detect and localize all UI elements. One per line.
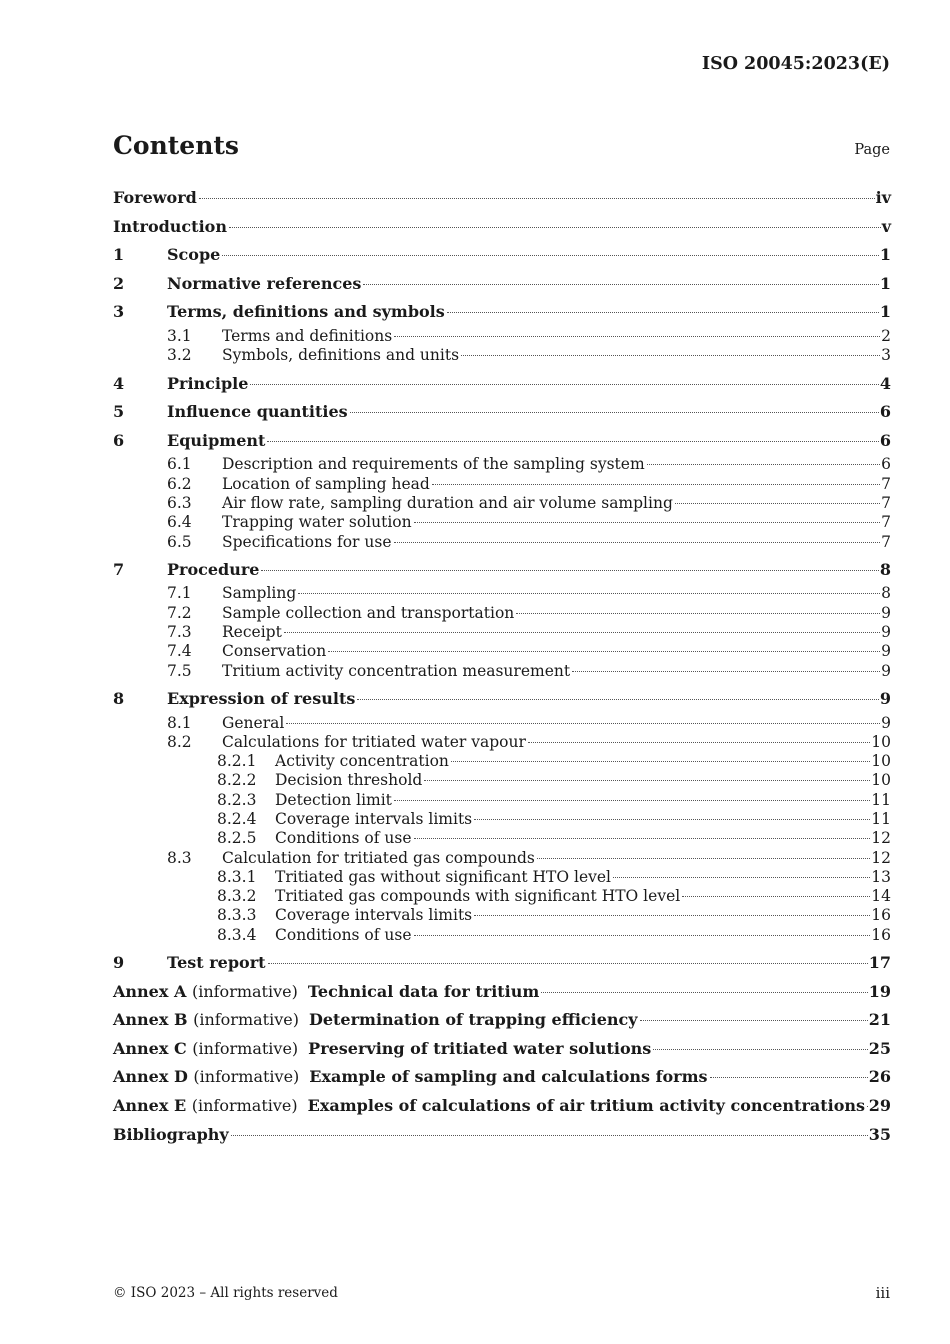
- toc-entry-title: Conditions of use: [275, 829, 412, 848]
- dot-leader: [267, 441, 878, 442]
- toc-entry-title: Introduction: [113, 216, 227, 236]
- toc-entry-number: 1: [113, 245, 125, 265]
- toc-entry-page: 8: [881, 584, 891, 603]
- dot-leader: [572, 671, 880, 672]
- toc-entry-number: 8: [113, 688, 125, 708]
- toc-entry[interactable]: [113, 714, 891, 733]
- toc-entry-number: 8.2.2: [217, 771, 257, 790]
- dot-leader: [613, 877, 870, 878]
- toc-entry[interactable]: [113, 978, 891, 1007]
- dot-leader: [350, 412, 879, 413]
- toc-entry-page: 25: [868, 1038, 891, 1058]
- toc-group: [113, 398, 891, 427]
- dot-leader: [394, 800, 870, 801]
- dot-leader: [394, 336, 880, 337]
- toc-entry-page: 11: [871, 790, 891, 809]
- toc-annex-type: (informative): [193, 1067, 300, 1087]
- toc-entry-title: Coverage intervals limits: [275, 809, 473, 828]
- dot-leader: [640, 1020, 868, 1021]
- toc-entry-title: Trapping water solution: [222, 513, 412, 532]
- toc-entry-number: 8.1: [167, 713, 192, 732]
- toc-entry-page: 8: [879, 559, 891, 579]
- toc-entry-title: Coverage intervals limits: [275, 906, 473, 925]
- dot-leader: [528, 742, 870, 743]
- contents-header: [113, 131, 890, 171]
- toc-entry-page: 12: [871, 848, 891, 867]
- toc-entry[interactable]: [113, 926, 891, 945]
- toc-group: [113, 213, 891, 242]
- toc-entry-page: iv: [875, 188, 891, 207]
- dot-leader: [357, 699, 879, 700]
- toc-entry[interactable]: [113, 1006, 891, 1035]
- toc-entry-title: Terms, definitions and symbols: [167, 302, 445, 322]
- toc-entry[interactable]: [113, 949, 891, 978]
- toc-entry[interactable]: [113, 849, 891, 868]
- dot-leader: [537, 858, 870, 859]
- toc-entry-title: Receipt: [222, 623, 282, 642]
- toc-entry-title: Location of sampling head: [222, 474, 430, 493]
- toc-entry-page: 9: [881, 713, 891, 732]
- toc-entry-page: 14: [871, 887, 891, 906]
- toc-entry-number: 6.4: [167, 513, 192, 532]
- dot-leader: [675, 503, 880, 504]
- toc-entry-number: 4: [113, 373, 125, 393]
- dot-leader: [653, 1049, 867, 1050]
- toc-entry-title: Influence quantities: [167, 402, 348, 422]
- toc-entry[interactable]: [113, 556, 891, 585]
- table-of-contents: [113, 184, 891, 1149]
- dot-leader: [363, 284, 878, 285]
- toc-entry-title: Air flow rate, sampling duration and air volume sampling: [222, 493, 673, 512]
- toc-entry-page: 9: [879, 688, 891, 708]
- toc-entry-title: Sample collection and transportation: [222, 603, 515, 622]
- toc-entry[interactable]: [113, 685, 891, 714]
- toc-entry-page: 2: [881, 326, 891, 345]
- dot-leader: [286, 723, 880, 724]
- toc-entry[interactable]: [113, 791, 891, 810]
- dot-leader: [461, 355, 880, 356]
- toc-entry[interactable]: [113, 1063, 891, 1092]
- toc-entry-page: 10: [871, 771, 891, 790]
- dot-leader: [474, 915, 870, 916]
- page-number: iii: [875, 1284, 890, 1302]
- toc-entry[interactable]: [113, 455, 891, 474]
- toc-entry-page: 7: [881, 493, 891, 512]
- toc-entry-number: 7.3: [167, 623, 192, 642]
- toc-entry[interactable]: [113, 733, 891, 752]
- toc-entry[interactable]: [113, 346, 891, 365]
- dot-leader: [451, 761, 870, 762]
- dot-leader: [474, 819, 870, 820]
- toc-entry-title: Bibliography: [113, 1124, 229, 1144]
- toc-entry-number: 8.2.5: [217, 829, 257, 848]
- toc-entry-page: 3: [881, 346, 891, 365]
- dot-leader: [447, 312, 879, 313]
- toc-entry-page: 4: [879, 373, 891, 393]
- toc-annex-label: Annex D: [113, 1067, 188, 1087]
- toc-entry-title: Terms and definitions: [222, 326, 393, 345]
- toc-entry[interactable]: [113, 829, 891, 848]
- toc-entry-title: Conservation: [222, 642, 327, 661]
- dot-leader: [261, 570, 878, 571]
- toc-entry-number: 6.2: [167, 474, 192, 493]
- dot-leader: [284, 632, 880, 633]
- toc-group: [113, 370, 891, 399]
- toc-entry-title: Specifications for use: [222, 532, 392, 551]
- toc-annex-label: Annex E: [113, 1096, 187, 1116]
- toc-entry-title: Scope: [167, 245, 221, 265]
- toc-entry-number: 8.2.3: [217, 790, 257, 809]
- dot-leader: [424, 780, 870, 781]
- toc-entry-title: General: [222, 713, 285, 732]
- toc-entry[interactable]: [113, 623, 891, 642]
- toc-entry-title: Sampling: [222, 584, 297, 603]
- toc-annex-heading: [113, 1035, 651, 1064]
- toc-group: [113, 1006, 891, 1035]
- toc-entry-number: 7.1: [167, 584, 192, 603]
- toc-annex-heading: [113, 1092, 865, 1121]
- dot-leader: [541, 992, 867, 993]
- toc-annex-label: Annex A: [113, 981, 187, 1001]
- toc-entry-number: 3.1: [167, 326, 192, 345]
- toc-group: [113, 1092, 891, 1121]
- toc-entry-title: Detection limit: [275, 790, 392, 809]
- toc-entry-number: 7: [113, 559, 125, 579]
- page-title: Contents: [113, 131, 240, 160]
- toc-entry-title: Calculation for tritiated gas compounds: [222, 848, 535, 867]
- toc-entry[interactable]: [113, 887, 891, 906]
- document-id: ISO 20045:2023(E): [701, 54, 890, 74]
- toc-entry-page: 26: [868, 1067, 891, 1087]
- toc-entry[interactable]: [113, 241, 891, 270]
- toc-entry[interactable]: [113, 1121, 891, 1150]
- toc-entry-number: 8.2.1: [217, 752, 257, 771]
- toc-entry-number: 2: [113, 273, 125, 293]
- toc-entry-number: 7.4: [167, 642, 192, 661]
- dot-leader: [231, 1135, 868, 1136]
- toc-group: [113, 1035, 891, 1064]
- toc-entry-page: 12: [871, 829, 891, 848]
- toc-entry-number: 7.2: [167, 603, 192, 622]
- toc-entry[interactable]: [113, 533, 891, 552]
- toc-group: [113, 270, 891, 299]
- dot-leader: [432, 484, 880, 485]
- toc-entry-page: 1: [879, 245, 891, 265]
- toc-entry-page: 6: [879, 402, 891, 422]
- toc-entry-number: 6: [113, 430, 125, 450]
- toc-entry-number: 5: [113, 402, 125, 422]
- toc-entry-page: 1: [879, 302, 891, 322]
- toc-group: [113, 427, 891, 552]
- toc-entry-number: 7.5: [167, 661, 192, 680]
- toc-annex-heading: [113, 1063, 708, 1092]
- toc-annex-label: Annex C: [113, 1038, 187, 1058]
- toc-entry-number: 8.2.4: [217, 809, 257, 828]
- dot-leader: [268, 963, 868, 964]
- toc-entry-title: Procedure: [167, 559, 260, 579]
- toc-entry-page: 1: [879, 273, 891, 293]
- toc-entry-title: Symbols, definitions and units: [222, 346, 460, 365]
- toc-entry-title: Description and requirements of the sampling system: [222, 455, 645, 474]
- toc-entry-page: 35: [868, 1124, 891, 1144]
- toc-entry-number: 9: [113, 953, 125, 973]
- toc-entry-title: Conditions of use: [275, 925, 412, 944]
- dot-leader: [199, 198, 875, 199]
- toc-entry-title: Expression of results: [167, 688, 356, 708]
- toc-group: [113, 556, 891, 681]
- toc-entry-number: 6.5: [167, 532, 192, 551]
- toc-group: [113, 298, 891, 365]
- toc-entry-page: 9: [881, 661, 891, 680]
- toc-entry[interactable]: [113, 327, 891, 346]
- dot-leader: [414, 838, 871, 839]
- toc-entry[interactable]: [113, 270, 891, 299]
- toc-entry-page: 9: [881, 623, 891, 642]
- dot-leader: [222, 255, 879, 256]
- toc-entry[interactable]: [113, 642, 891, 661]
- toc-entry-number: 8.3.2: [217, 887, 257, 906]
- dot-leader: [250, 384, 878, 385]
- toc-entry-page: 29: [868, 1096, 891, 1116]
- toc-entry-page: 11: [871, 809, 891, 828]
- toc-entry-page: 17: [868, 953, 891, 973]
- toc-entry[interactable]: [113, 868, 891, 887]
- toc-entry-page: 9: [881, 603, 891, 622]
- toc-entry[interactable]: [113, 752, 891, 771]
- dot-leader: [229, 227, 881, 228]
- dot-leader: [516, 613, 880, 614]
- toc-entry-title: Technical data for tritium: [307, 981, 540, 1001]
- toc-entry-page: 6: [881, 455, 891, 474]
- toc-entry[interactable]: [113, 398, 891, 427]
- toc-entry[interactable]: [113, 370, 891, 399]
- toc-entry-title: Determination of trapping efficiency: [308, 1010, 638, 1030]
- dot-leader: [328, 651, 880, 652]
- toc-entry[interactable]: [113, 494, 891, 513]
- toc-entry-page: 19: [868, 981, 891, 1001]
- toc-entry-number: 3.2: [167, 346, 192, 365]
- dot-leader: [647, 464, 880, 465]
- toc-entry-number: 8.3.3: [217, 906, 257, 925]
- toc-group: [113, 184, 891, 213]
- toc-entry-title: Tritiated gas without significant HTO level: [275, 867, 612, 886]
- page-column-label: Page: [854, 142, 890, 158]
- toc-entry[interactable]: [113, 810, 891, 829]
- toc-annex-heading: [113, 1006, 638, 1035]
- toc-entry-number: 6.3: [167, 493, 192, 512]
- toc-annex-type: (informative): [192, 1038, 299, 1058]
- toc-entry-title: Examples of calculations of air tritium activity concentrations: [307, 1096, 866, 1116]
- toc-entry-title: Preserving of tritiated water solutions: [308, 1038, 652, 1058]
- toc-entry-number: 3: [113, 302, 125, 322]
- toc-entry-page: 21: [868, 1010, 891, 1030]
- toc-group: [113, 685, 891, 945]
- toc-entry-title: Decision threshold: [275, 771, 423, 790]
- toc-entry-title: Tritium activity concentration measurement: [222, 661, 571, 680]
- toc-entry-page: 16: [871, 906, 891, 925]
- toc-entry-title: Normative references: [167, 273, 362, 293]
- toc-entry-title: Activity concentration: [275, 752, 449, 771]
- toc-entry-title: Foreword: [113, 188, 197, 207]
- toc-entry-page: 10: [871, 732, 891, 751]
- toc-entry-page: 10: [871, 752, 891, 771]
- toc-entry-page: 9: [881, 642, 891, 661]
- toc-entry[interactable]: [113, 1092, 891, 1121]
- toc-entry-number: 8.2: [167, 732, 192, 751]
- toc-entry-number: 6.1: [167, 455, 192, 474]
- toc-entry-title: Example of sampling and calculations forms: [309, 1067, 708, 1087]
- toc-group: [113, 1121, 891, 1150]
- toc-entry-title: Equipment: [167, 430, 266, 450]
- dot-leader: [394, 542, 881, 543]
- toc-entry-page: 16: [871, 925, 891, 944]
- toc-entry-title: Test report: [167, 953, 266, 973]
- toc-entry[interactable]: [113, 427, 891, 456]
- toc-entry[interactable]: [113, 771, 891, 790]
- dot-leader: [682, 896, 870, 897]
- toc-annex-type: (informative): [191, 981, 298, 1001]
- toc-group: [113, 1063, 891, 1092]
- toc-entry[interactable]: [113, 604, 891, 623]
- dot-leader: [867, 1106, 868, 1107]
- toc-annex-type: (informative): [193, 1010, 299, 1030]
- toc-annex-type: (informative): [191, 1096, 298, 1116]
- toc-entry-page: 13: [871, 867, 891, 886]
- toc-annex-label: Annex B: [113, 1010, 188, 1030]
- toc-group: [113, 949, 891, 978]
- toc-entry-title: Tritiated gas compounds with significant HTO level: [275, 887, 681, 906]
- toc-entry-title: Principle: [167, 373, 249, 393]
- toc-group: [113, 978, 891, 1007]
- toc-entry-title: Calculations for tritiated water vapour: [222, 732, 526, 751]
- toc-entry[interactable]: [113, 906, 891, 925]
- toc-entry-page: 7: [881, 532, 891, 551]
- dot-leader: [710, 1077, 868, 1078]
- toc-entry-page: 6: [879, 430, 891, 450]
- toc-entry[interactable]: [113, 213, 891, 242]
- toc-entry-page: 7: [881, 513, 891, 532]
- toc-annex-heading: [113, 978, 539, 1007]
- toc-entry[interactable]: [113, 475, 891, 494]
- toc-entry-number: 8.3.4: [217, 925, 257, 944]
- toc-entry[interactable]: [113, 298, 891, 327]
- dot-leader: [414, 522, 881, 523]
- toc-entry[interactable]: [113, 513, 891, 532]
- dot-leader: [414, 935, 871, 936]
- toc-entry[interactable]: [113, 1035, 891, 1064]
- toc-entry-page: v: [881, 216, 891, 236]
- toc-entry-number: 8.3.1: [217, 867, 257, 886]
- dot-leader: [298, 593, 880, 594]
- copyright-notice: © ISO 2023 – All rights reserved: [113, 1285, 338, 1301]
- toc-group: [113, 241, 891, 270]
- toc-entry-number: 8.3: [167, 848, 192, 867]
- toc-entry[interactable]: [113, 584, 891, 603]
- toc-entry-page: 7: [881, 474, 891, 493]
- toc-entry[interactable]: [113, 662, 891, 681]
- toc-entry[interactable]: [113, 184, 891, 213]
